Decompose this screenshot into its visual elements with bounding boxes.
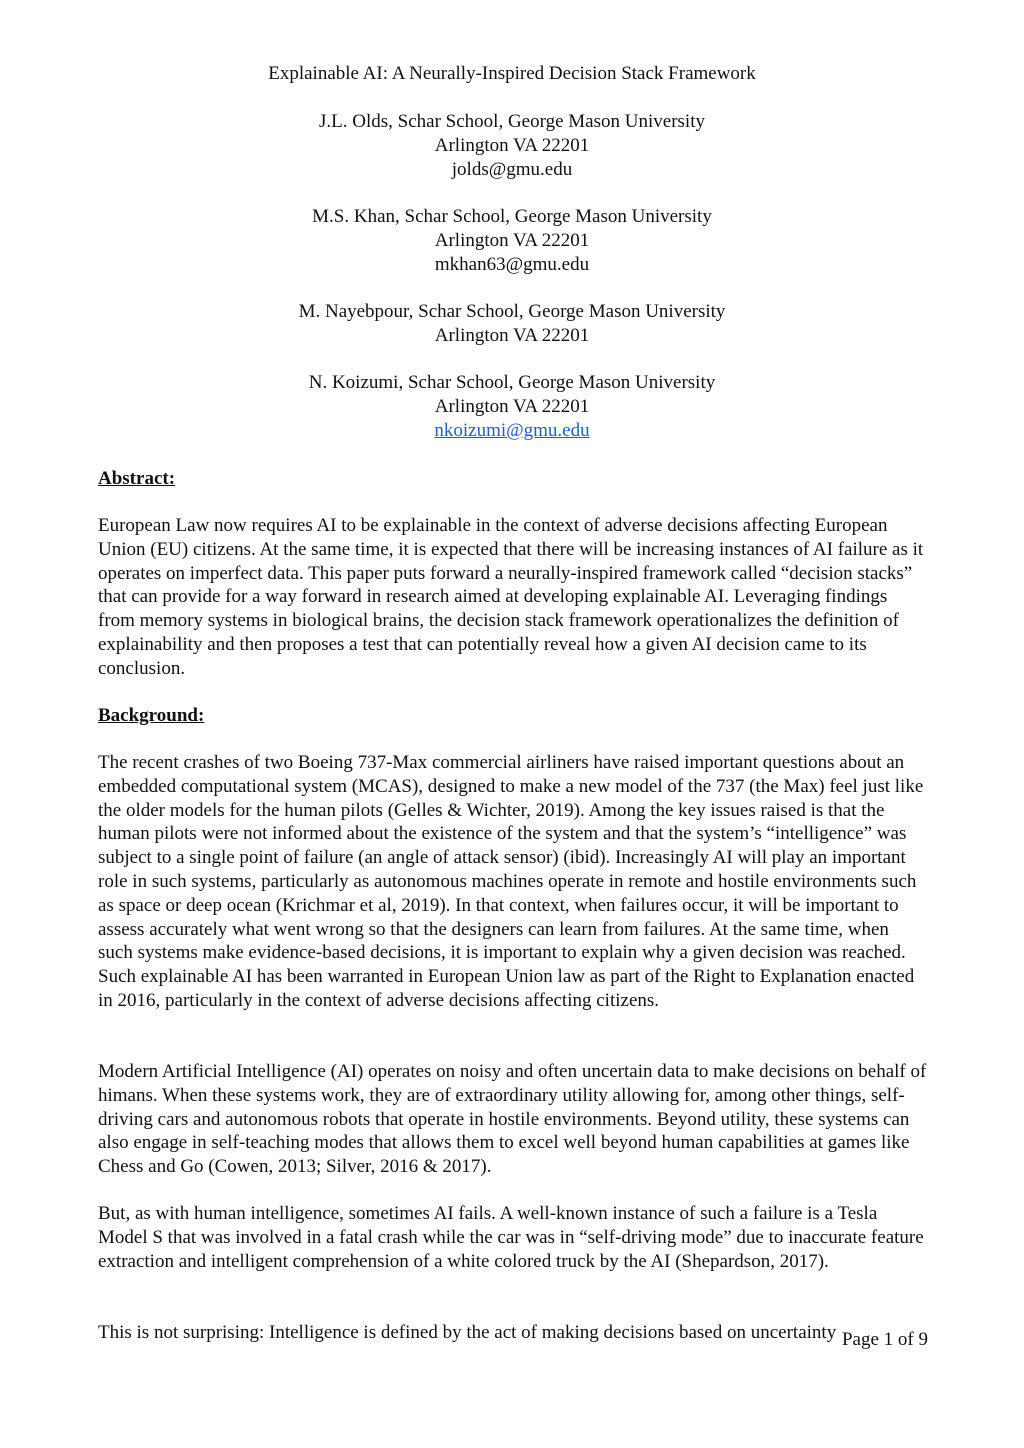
author-name-line: M. Nayebpour, Schar School, George Mason University	[298, 301, 726, 322]
author-address: Arlington VA 22201	[434, 135, 590, 156]
author-email-link[interactable]: nkoizumi@gmu.edu	[434, 420, 590, 441]
author-name-line: N. Koizumi, Schar School, George Mason University	[308, 372, 716, 393]
abstract-heading: Abstract:	[98, 468, 176, 489]
author-address: Arlington VA 22201	[434, 230, 590, 251]
author-block	[0, 110, 1024, 182]
background-paragraph: This is not surprising: Intelligence is defined by the act of making decisions based on uncertainty	[98, 1322, 837, 1343]
abstract-text: European Law now requires AI to be explainable in the context of adverse decisions affecting European Union (EU) citizens. At the same time, it is expected that there will be increasing instances of AI failure as it operates on imperfect data. This paper puts forward a neurally-inspired framework called “decision stacks” that can provide for a way forward in research aimed at developing explainable AI. Leveraging findings from memory systems in biological brains, the decision stack framework operationalizes the definition of explainability and then proposes a test that can potentially reveal how a given AI decision came to its conclusion.	[98, 515, 924, 679]
page-number: Page 1 of 9	[841, 1329, 928, 1350]
author-email: jolds@gmu.edu	[451, 159, 573, 180]
author-name-line: M.S. Khan, Schar School, George Mason University	[312, 206, 712, 227]
author-name-line: J.L. Olds, Schar School, George Mason University	[319, 111, 705, 132]
background-paragraph: Modern Artificial Intelligence (AI) operates on noisy and often uncertain data to make decisions on behalf of himans. When these systems work, they are of extraordinary utility allowing for, among other things, self-driving cars and autonomous robots that operate in hostile environments. Beyond utility, these systems can also engage in self-teaching modes that allows them to excel well beyond human capabilities at games like Chess and Go (Cowen, 2013; Silver, 2016 & 2017).	[98, 1061, 927, 1178]
paper-title: Explainable AI: A Neurally-Inspired Decision Stack Framework	[268, 63, 756, 84]
background-paragraph: The recent crashes of two Boeing 737-Max commercial airliners have raised important questions about an embedded computational system (MCAS), designed to make a new model of the 737 (the Max) feel just like the older models for the human pilots (Gelles & Wichter, 2019). Among the key issues raised is that the human pilots were not informed about the existence of the system and that the system’s “intelligence” was subject to a single point of failure (an angle of attack sensor) (ibid). Increasingly AI will play an important role in such systems, particularly as autonomous machines operate in remote and hostile environments such as space or deep ocean (Krichmar et al, 2019). In that context, when failures occur, it will be important to assess accurately what went wrong so that the designers can learn from failures. At the same time, when such systems make evidence-based decisions, it is important to explain why a given decision was reached. Such explainable AI has been warranted in European Union law as part of the Right to Explanation enacted in 2016, particularly in the context of adverse decisions affecting citizens.	[98, 752, 924, 1011]
author-email: mkhan63@gmu.edu	[434, 254, 590, 275]
background-paragraph: But, as with human intelligence, sometimes AI fails. A well-known instance of such a failure is a Tesla Model S that was involved in a fatal crash while the car was in “self-driving mode” due to inaccurate feature extraction and intelligent comprehension of a white colored truck by the AI (Shepardson, 2017).	[98, 1203, 924, 1272]
author-address: Arlington VA 22201	[434, 325, 590, 346]
background-heading: Background:	[98, 705, 205, 726]
author-block	[0, 300, 1024, 348]
author-block	[0, 205, 1024, 277]
author-block	[0, 371, 1024, 443]
author-email-wrapper	[0, 419, 1024, 443]
author-address: Arlington VA 22201	[434, 396, 590, 417]
